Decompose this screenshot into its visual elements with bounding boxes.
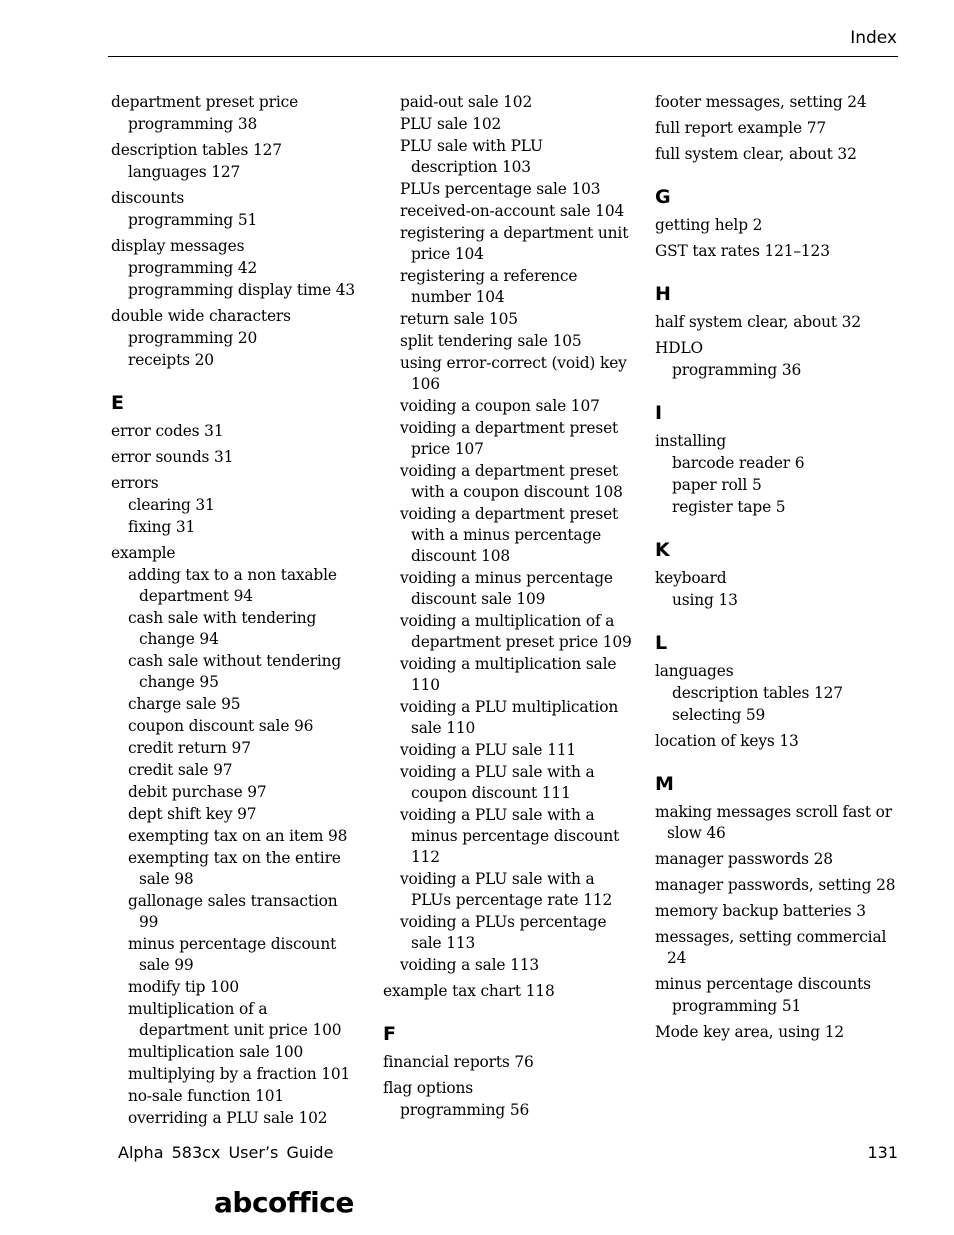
index-subentry: dept shift key 97 — [128, 805, 257, 823]
index-subentry: voiding a PLU sale with a minus percentage discount 112 — [400, 806, 620, 866]
index-entry: Mode key area, using 12 — [655, 1023, 845, 1041]
index-subentry: received-on-account sale 104 — [400, 202, 625, 220]
index-entry: getting help 2 — [655, 216, 763, 234]
index-subentry: programming 51 — [128, 211, 258, 229]
index-entry: messages, setting commercial 24 — [655, 928, 887, 967]
abcoffice-logo: abcoffice — [214, 1186, 354, 1219]
index-subentry: multiplication of a department unit price 100 — [128, 1000, 342, 1039]
index-entry: half system clear, about 32 — [655, 313, 861, 331]
index-subentry: overriding a PLU sale 102 — [128, 1109, 328, 1127]
index-subentry: selecting 59 — [672, 706, 766, 724]
index-subentry: charge sale 95 — [128, 695, 241, 713]
index-subentry: minus percentage discount sale 99 — [128, 935, 337, 974]
index-entry: GST tax rates 121–123 — [655, 242, 830, 260]
index-subentry: clearing 31 — [128, 496, 215, 514]
index-subentry: gallonage sales transaction 99 — [128, 892, 338, 931]
index-subentry: voiding a multiplication of a department preset price 109 — [400, 612, 632, 651]
index-subentry: programming 56 — [400, 1101, 530, 1119]
footer-guide-title: Alpha 583cx User’s Guide — [118, 1143, 334, 1162]
index-subentry: registering a reference number 104 — [400, 267, 578, 306]
index-entry: error sounds 31 — [111, 448, 234, 466]
index-subentry: cash sale without tendering change 95 — [128, 652, 342, 691]
index-subentry: voiding a department preset with a minus percentage discount 108 — [400, 505, 619, 565]
index-subentry: voiding a sale 113 — [400, 956, 540, 974]
index-subentry: registering a department unit price 104 — [400, 224, 629, 263]
index-subentry: programming 36 — [672, 361, 802, 379]
index-letter-heading: F — [383, 1023, 396, 1045]
index-subentry: adding tax to a non taxable department 94 — [128, 566, 337, 605]
index-subentry: coupon discount sale 96 — [128, 717, 314, 735]
index-subentry: PLUs percentage sale 103 — [400, 180, 601, 198]
index-column-3 — [655, 92, 905, 1043]
index-entry: manager passwords 28 — [655, 850, 833, 868]
index-letter-heading: M — [655, 773, 674, 795]
index-subentry: programming 42 — [128, 259, 258, 277]
index-subentry: multiplying by a fraction 101 — [128, 1065, 351, 1083]
index-subentry: voiding a PLU sale with a coupon discount 111 — [400, 763, 595, 802]
index-entry: footer messages, setting 24 — [655, 93, 867, 111]
index-subentry: exempting tax on the entire sale 98 — [128, 849, 341, 888]
index-entry: flag options — [383, 1079, 474, 1097]
index-subentry: debit purchase 97 — [128, 783, 267, 801]
index-subentry: using 13 — [672, 591, 738, 609]
index-entry: department preset price — [111, 93, 299, 111]
index-entry: making messages scroll fast or slow 46 — [655, 803, 892, 842]
index-entry: keyboard — [655, 569, 727, 587]
index-subentry: voiding a PLU multiplication sale 110 — [400, 698, 619, 737]
page-number: 131 — [867, 1143, 898, 1162]
index-subentry: paper roll 5 — [672, 476, 762, 494]
index-entry: display messages — [111, 237, 245, 255]
index-subentry: voiding a department preset price 107 — [400, 419, 619, 458]
index-subentry: programming 20 — [128, 329, 258, 347]
index-subentry: barcode reader 6 — [672, 454, 805, 472]
index-subentry: programming 51 — [672, 997, 802, 1015]
index-subentry: cash sale with tendering change 94 — [128, 609, 317, 648]
index-entry: discounts — [111, 189, 185, 207]
index-subentry: voiding a minus percentage discount sale 109 — [400, 569, 613, 608]
index-entry: example tax chart 118 — [383, 982, 555, 1000]
index-subentry: voiding a PLUs percentage sale 113 — [400, 913, 607, 952]
index-subentry: split tendering sale 105 — [400, 332, 582, 350]
index-entry: minus percentage discounts — [655, 975, 871, 993]
index-subentry: receipts 20 — [128, 351, 214, 369]
index-subentry: programming display time 43 — [128, 281, 356, 299]
index-subentry: description tables 127 — [672, 684, 843, 702]
index-subentry: no-sale function 101 — [128, 1087, 285, 1105]
index-subentry: modify tip 100 — [128, 978, 240, 996]
index-subentry: return sale 105 — [400, 310, 518, 328]
index-subentry: multiplication sale 100 — [128, 1043, 304, 1061]
index-entry: HDLO — [655, 339, 703, 357]
index-entry: full report example 77 — [655, 119, 826, 137]
index-letter-heading: E — [111, 392, 124, 414]
index-subentry: PLU sale with PLU description 103 — [400, 137, 543, 176]
header-rule — [108, 56, 898, 57]
index-entry: errors — [111, 474, 159, 492]
index-subentry: credit return 97 — [128, 739, 251, 757]
index-subentry: PLU sale 102 — [400, 115, 502, 133]
index-subentry: using error-correct (void) key 106 — [400, 354, 627, 393]
index-subentry: voiding a department preset with a coupon discount 108 — [400, 462, 623, 501]
index-subentry: voiding a coupon sale 107 — [400, 397, 600, 415]
index-entry: installing — [655, 432, 727, 450]
index-entry: languages — [655, 662, 734, 680]
index-subentry: languages 127 — [128, 163, 241, 181]
index-letter-heading: K — [655, 539, 670, 561]
index-letter-heading: L — [655, 632, 668, 654]
index-column-1 — [111, 92, 361, 1129]
index-subentry: credit sale 97 — [128, 761, 233, 779]
index-letter-heading: H — [655, 283, 671, 305]
index-subentry: voiding a PLU sale with a PLUs percentage rate 112 — [400, 870, 613, 909]
index-entry: financial reports 76 — [383, 1053, 534, 1071]
index-entry: double wide characters — [111, 307, 291, 325]
index-entry: full system clear, about 32 — [655, 145, 857, 163]
index-subentry: programming 38 — [128, 115, 258, 133]
index-entry: error codes 31 — [111, 422, 224, 440]
index-letter-heading: G — [655, 186, 671, 208]
index-entry: memory backup batteries 3 — [655, 902, 866, 920]
running-header-title: Index — [850, 28, 897, 48]
index-subentry: voiding a PLU sale 111 — [400, 741, 577, 759]
index-subentry: voiding a multiplication sale 110 — [400, 655, 617, 694]
index-subentry: register tape 5 — [672, 498, 786, 516]
index-entry: example — [111, 544, 176, 562]
index-subentry: fixing 31 — [128, 518, 196, 536]
index-entry: manager passwords, setting 28 — [655, 876, 896, 894]
index-letter-heading: I — [655, 402, 663, 424]
index-subentry: paid-out sale 102 — [400, 93, 533, 111]
index-column-2 — [383, 92, 633, 1121]
index-subentry: exempting tax on an item 98 — [128, 827, 348, 845]
index-entry: description tables 127 — [111, 141, 282, 159]
index-entry: location of keys 13 — [655, 732, 799, 750]
